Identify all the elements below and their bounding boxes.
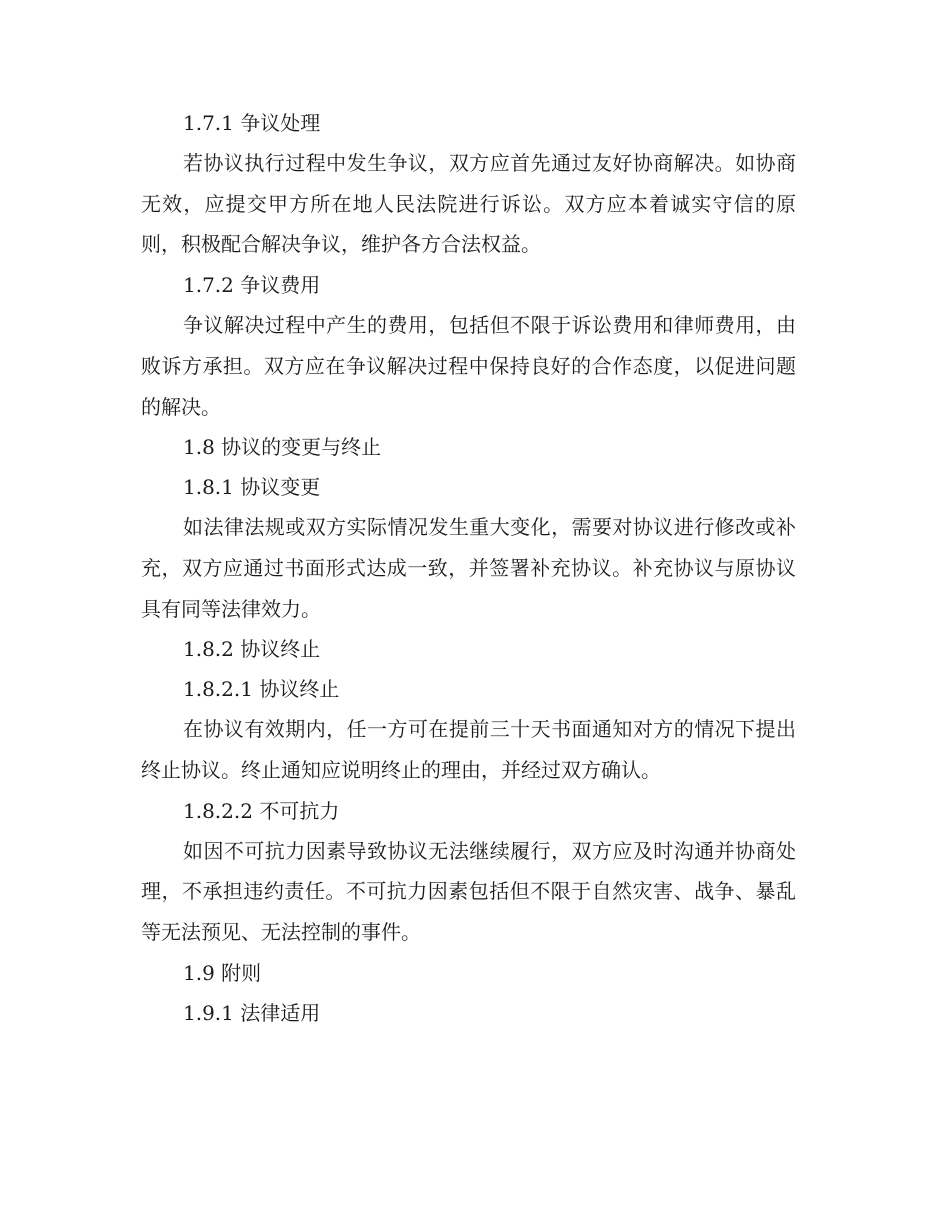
section-heading: 1.9.1 法律适用 bbox=[183, 1000, 321, 1025]
section-heading: 1.8.2.1 协议终止 bbox=[183, 677, 340, 702]
section-heading: 1.8.2 协议终止 bbox=[183, 637, 321, 662]
body-paragraph: 若协议执行过程中发生争议，双方应首先通过友好协商解决。如协商无效，应提交甲方所在地人民法院进行诉讼。双方应本着诚实守信的原则，积极配合解决争议，维护各方合法权益。 bbox=[141, 151, 796, 257]
section-heading: 1.8.1 协议变更 bbox=[183, 475, 321, 500]
section-heading: 1.8 协议的变更与终止 bbox=[183, 435, 382, 460]
body-paragraph: 在协议有效期内，任一方可在提前三十天书面通知对方的情况下提出终止协议。终止通知应说明终止的理由，并经过双方确认。 bbox=[141, 717, 796, 783]
document-body bbox=[141, 103, 796, 1033]
section-heading: 1.8.2.2 不可抗力 bbox=[183, 798, 340, 823]
body-paragraph: 如法律法规或双方实际情况发生重大变化，需要对协议进行修改或补充，双方应通过书面形式达成一致，并签署补充协议。补充协议与原协议具有同等法律效力。 bbox=[141, 515, 796, 621]
section-heading: 1.7.1 争议处理 bbox=[183, 111, 321, 135]
body-paragraph: 如因不可抗力因素导致协议无法继续履行，双方应及时沟通并协商处理，不承担违约责任。不可抗力因素包括但不限于自然灾害、战争、暴乱等无法预见、无法控制的事件。 bbox=[141, 838, 796, 945]
section-heading: 1.9 附则 bbox=[183, 960, 262, 985]
body-paragraph: 争议解决过程中产生的费用，包括但不限于诉讼费用和律师费用，由败诉方承担。双方应在争议解决过程中保持良好的合作态度，以促进问题的解决。 bbox=[141, 313, 796, 419]
section-heading: 1.7.2 争议费用 bbox=[183, 273, 321, 298]
